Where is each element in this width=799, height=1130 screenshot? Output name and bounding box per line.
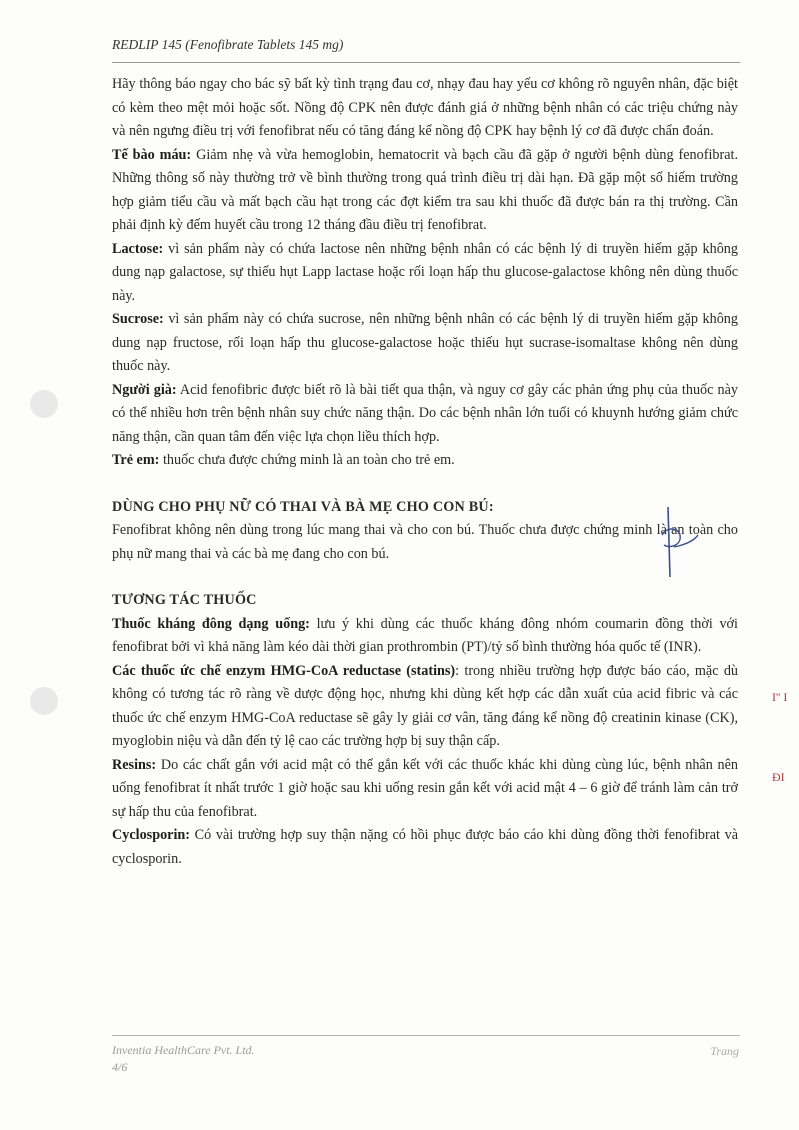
term-label: Resins: xyxy=(112,756,157,773)
paragraph-children: Trẻ em: thuốc chưa được chứng minh là an toàn cho trẻ em. xyxy=(112,452,455,468)
document-header: REDLIP 145 (Fenofibrate Tablets 145 mg) xyxy=(112,37,344,52)
section-title-interactions: TƯƠNG TÁC THUỐC xyxy=(112,592,257,608)
paragraph-pregnancy: Fenofibrat không nên dùng trong lúc mang thai và cho con bú. Thuốc chưa được chứng minh là an toàn cho phụ nữ mang thai và các bà mẹ đang cho con bú. xyxy=(112,522,738,562)
paragraph-statins: Các thuốc ức chế enzym HMG-CoA reductase (statins): trong nhiều trường hợp được báo cáo, mặc dù không có tương tác rõ ràng về dược động học, nhưng khi dùng kết hợp các dẫn xuất của acid fibric và các thuốc ức chế enzym HMG-CoA reductase sẽ gây ly giải cơ vân, tăng đáng kể nồng độ creatinin kinase (CK), myoglobin niệu và dẫn đến tỷ lệ cao các trường hợp bị suy thận cấp. xyxy=(112,662,739,749)
footer-page-number: 4/6 xyxy=(112,1060,128,1074)
header-divider xyxy=(112,62,740,63)
paragraph-lactose: Lactose: vì sản phẩm này có chứa lactose nên những bệnh nhân có các bệnh lý di truyền hiếm gặp không dung nạp galactose, sự thiếu hụt Lapp lactase hoặc rối loạn hấp thu glucose-galactose không nên dùng thuốc này. xyxy=(112,240,738,304)
stamp-trace-mark: ĐI xyxy=(772,770,785,784)
footer-right-label: Trang xyxy=(710,1044,739,1058)
paragraph-muscle-warning: Hãy thông báo ngay cho bác sỹ bất kỳ tình trạng đau cơ, nhạy đau hay yếu cơ không rõ nguyên nhân, đặc biệt có kèm theo mệt mỏi hoặc sốt. Nồng độ CPK nên được đánh giá ở những bệnh nhân có các triệu chứng này và nên ngưng điều trị với fenofibrat nếu có tăng đáng kể nồng độ CPK hay bệnh lý cơ đã được chẩn đoán. xyxy=(112,76,738,139)
document-body xyxy=(112,73,738,871)
footer-divider xyxy=(112,1035,740,1036)
footer-company: Inventia HealthCare Pvt. Ltd. xyxy=(112,1043,255,1057)
handwritten-initial-mark xyxy=(650,505,710,580)
term-label: Sucrose: xyxy=(112,311,164,327)
paragraph-blood-cells: Tế bào máu: Giảm nhẹ và vừa hemoglobin, hematocrit và bạch cầu đã gặp ở người bệnh dùng fenofibrat. Những thông số này thường trở về bình thường trong quá trình điều trị dài hạn. Đã gặp một số hiếm trường hợp giảm tiểu cầu và mất bạch cầu hạt trong các đợt kiểm tra sau khi thuốc đã được bán ra thị trường. Cần phải định kỳ đếm huyết cầu trong 12 tháng đầu điều trị fenofibrat. xyxy=(112,146,738,233)
paragraph-sucrose: Sucrose: vì sản phẩm này có chứa sucrose, nên những bệnh nhân có các bệnh lý di truyền hiếm gặp không dung nạp fructose, rối loạn hấp thu glucose-galactose hoặc thiếu hụt sucrase-isomaltase không nên dùng thuốc này. xyxy=(112,311,738,374)
punch-hole-bottom xyxy=(30,687,58,715)
paragraph-resins: Resins: Do các chất gắn với acid mật có thể gắn kết với các thuốc khác khi dùng cùng lúc, bệnh nhân nên uống fenofibrat ít nhất trước 1 giờ hoặc sau khi uống resin gắn kết với acid mật 4 – 6 giờ để tránh làm cản trở sự hấp thu của fenofibrat. xyxy=(112,756,738,820)
term-label: Người già: xyxy=(112,381,177,398)
paragraph-cyclosporin: Cyclosporin: Có vài trường hợp suy thận nặng có hồi phục được báo cáo khi dùng đồng thời fenofibrat và cyclosporin. xyxy=(112,827,738,867)
paragraph-anticoagulants: Thuốc kháng đông dạng uống: lưu ý khi dùng các thuốc kháng đông nhóm coumarin đồng thời với fenofibrat bởi vì khả năng làm kéo dài thời gian prothrombin (PT)/tỷ số bình thường hóa quốc tế (INR). xyxy=(112,615,738,655)
term-label: Các thuốc ức chế enzym HMG-CoA reductase (statins) xyxy=(112,662,456,679)
paragraph-elderly: Người già: Acid fenofibric được biết rõ là bài tiết qua thận, và nguy cơ gây các phản ứng phụ của thuốc này có thể nhiều hơn trên bệnh nhân suy chức năng thận. Do các bệnh nhân lớn tuổi có khuynh hướng giảm chức năng thận, cần quan tâm đến việc lựa chọn liều thích hợp. xyxy=(112,381,738,445)
punch-hole-top xyxy=(30,390,58,418)
term-label: Lactose: xyxy=(112,240,164,257)
section-title-pregnancy: DÙNG CHO PHỤ NỮ CÓ THAI VÀ BÀ MẸ CHO CON BÚ: xyxy=(112,498,494,515)
term-label: Thuốc kháng đông dạng uống: xyxy=(112,615,310,632)
term-label: Trẻ em: xyxy=(112,452,160,468)
footer-company-block xyxy=(112,1042,255,1076)
term-label: Cyclosporin: xyxy=(112,827,191,843)
stamp-trace-mark: I'' I xyxy=(772,690,788,704)
term-label: Tế bào máu: xyxy=(112,146,192,163)
